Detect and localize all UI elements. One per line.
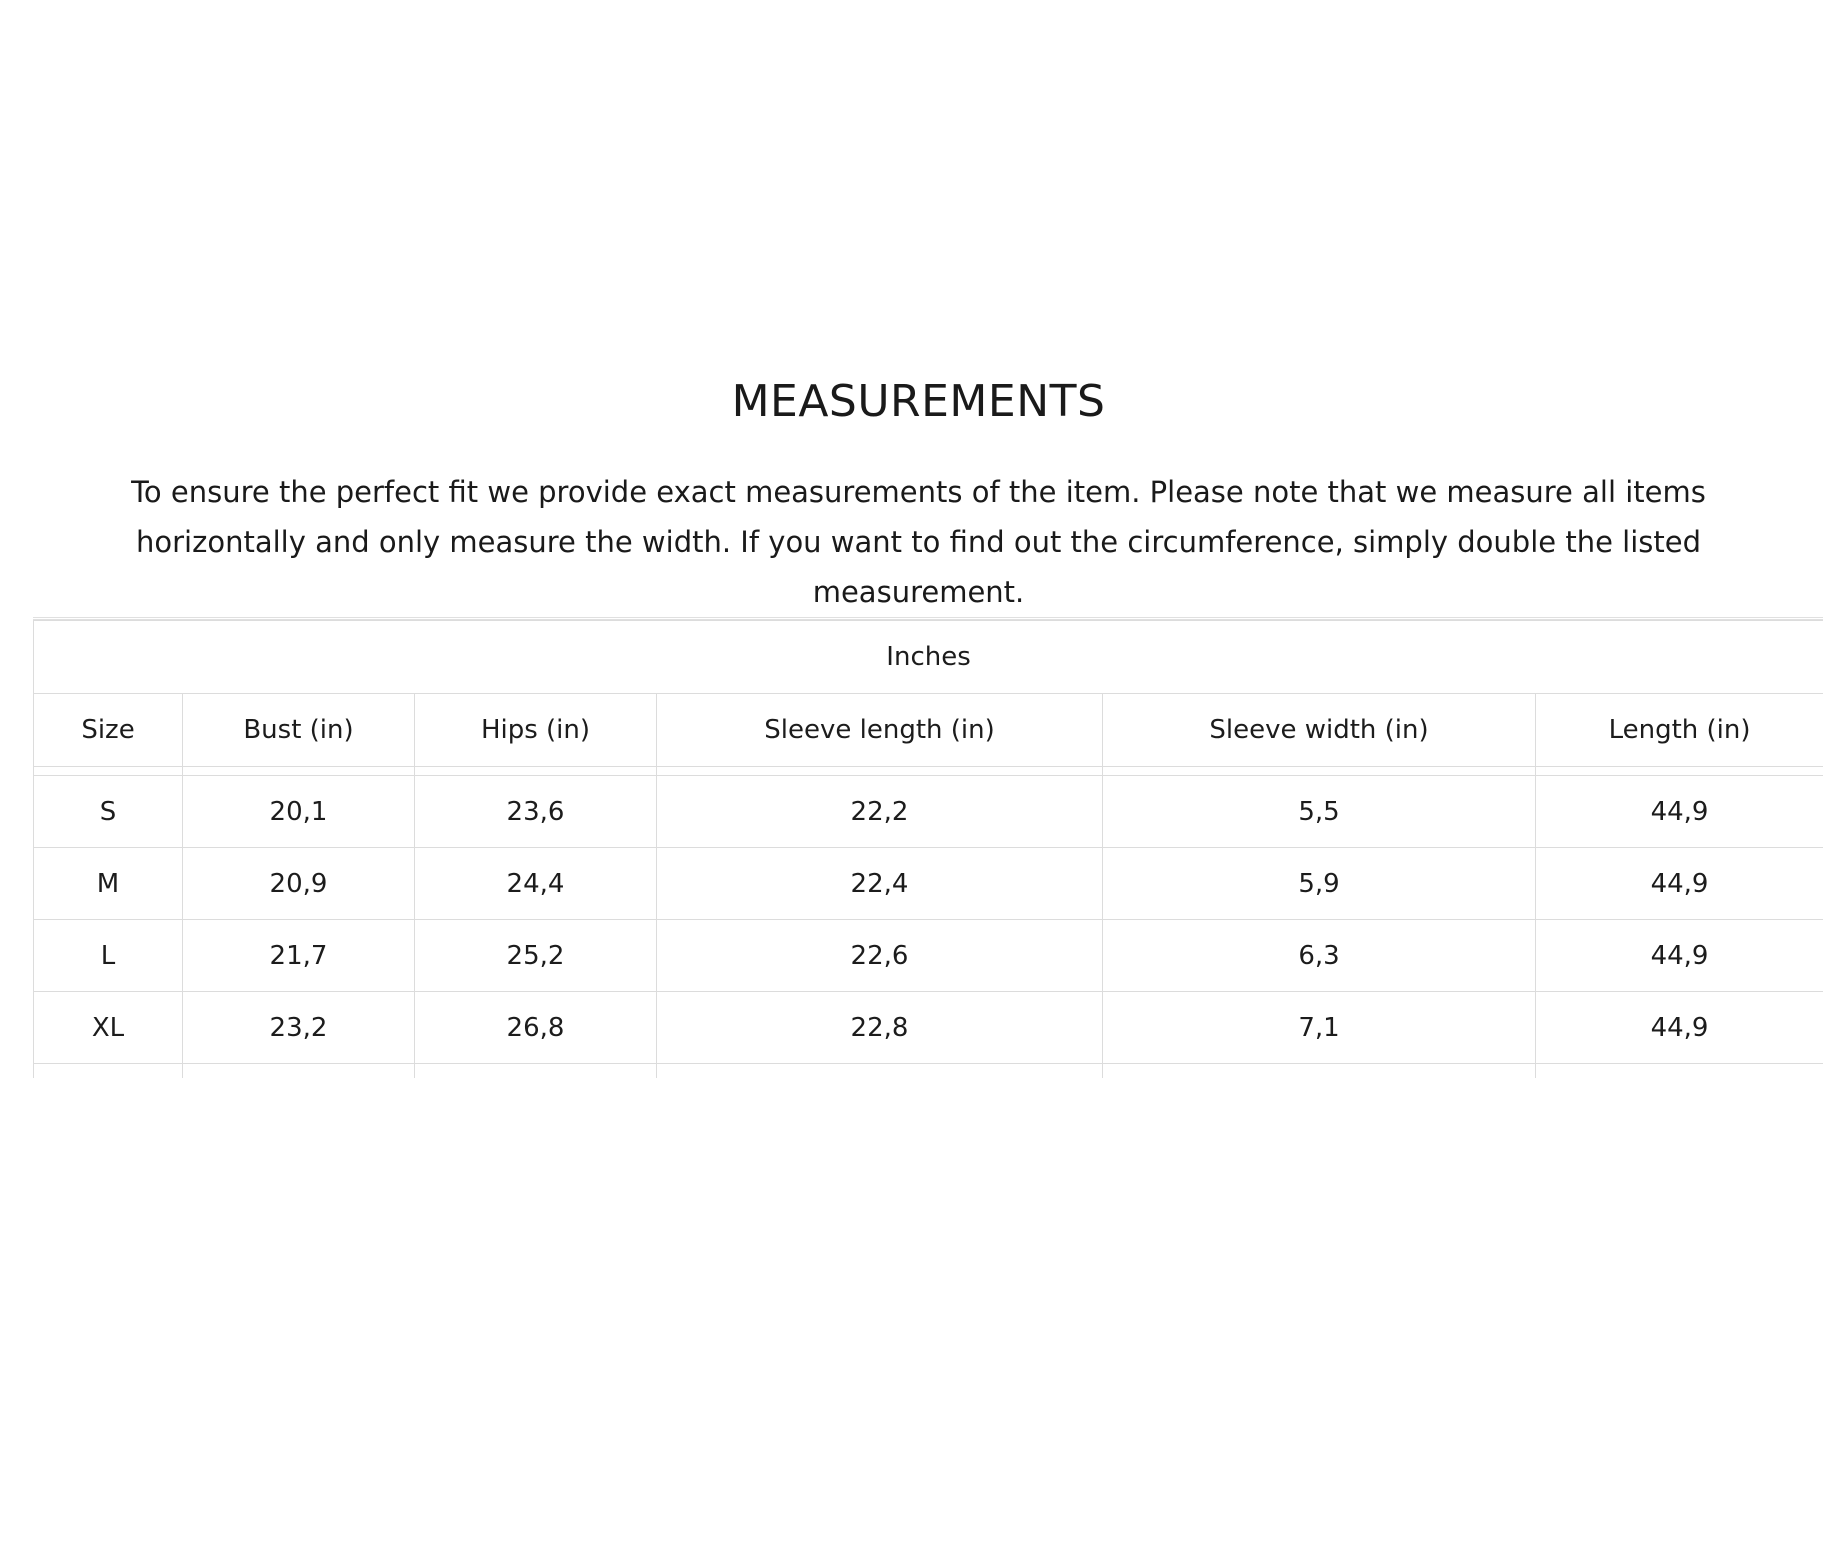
- table-cell: 24,4: [415, 848, 657, 920]
- table-row: [34, 992, 1824, 1064]
- header-sleeve-width: Sleeve width (in): [1103, 694, 1536, 767]
- table-cell: 20,9: [183, 848, 415, 920]
- table-cell: 22,6: [657, 920, 1103, 992]
- measurements-table: [33, 620, 1823, 1078]
- table-cell: 22,2: [657, 776, 1103, 848]
- header-bust: Bust (in): [183, 694, 415, 767]
- table-cell: 7,1: [1103, 992, 1536, 1064]
- table-cell: XL: [34, 992, 183, 1064]
- table-cell: 5,5: [1103, 776, 1536, 848]
- table-cell: 5,9: [1103, 848, 1536, 920]
- table-cell: 26,8: [415, 992, 657, 1064]
- table-cell: 44,9: [1536, 848, 1824, 920]
- intro-text: To ensure the perfect fit we provide exact measurements of the item. Please note that we measure all items horizontally and only measure the width. If you want to find out the circumference, simply double the listed measurement.: [131, 475, 1706, 609]
- table-cell: 23,2: [183, 992, 415, 1064]
- header-row: [34, 694, 1824, 767]
- table-row: [34, 848, 1824, 920]
- table-cell: 44,9: [1536, 920, 1824, 992]
- header-hips: Hips (in): [415, 694, 657, 767]
- tail-row: [34, 1064, 1824, 1079]
- table-cell: M: [34, 848, 183, 920]
- table-cell: 44,9: [1536, 992, 1824, 1064]
- header-size: Size: [34, 694, 183, 767]
- table-cell: 20,1: [183, 776, 415, 848]
- spacer-row: [34, 767, 1824, 776]
- table-row: [34, 776, 1824, 848]
- table-cell: 21,7: [183, 920, 415, 992]
- table-cell: 23,6: [415, 776, 657, 848]
- measurements-table-container: [33, 617, 1823, 1086]
- table-row: [34, 920, 1824, 992]
- unit-row: [34, 621, 1824, 694]
- table-cell: L: [34, 920, 183, 992]
- table-cell: 6,3: [1103, 920, 1536, 992]
- header-length: Length (in): [1536, 694, 1824, 767]
- table-cell: 25,2: [415, 920, 657, 992]
- table-cell: S: [34, 776, 183, 848]
- table-cell: 44,9: [1536, 776, 1824, 848]
- header-sleeve-length: Sleeve length (in): [657, 694, 1103, 767]
- table-cell: 22,8: [657, 992, 1103, 1064]
- unit-label: Inches: [34, 621, 1824, 694]
- page-title: MEASUREMENTS: [731, 376, 1106, 427]
- table-cell: 22,4: [657, 848, 1103, 920]
